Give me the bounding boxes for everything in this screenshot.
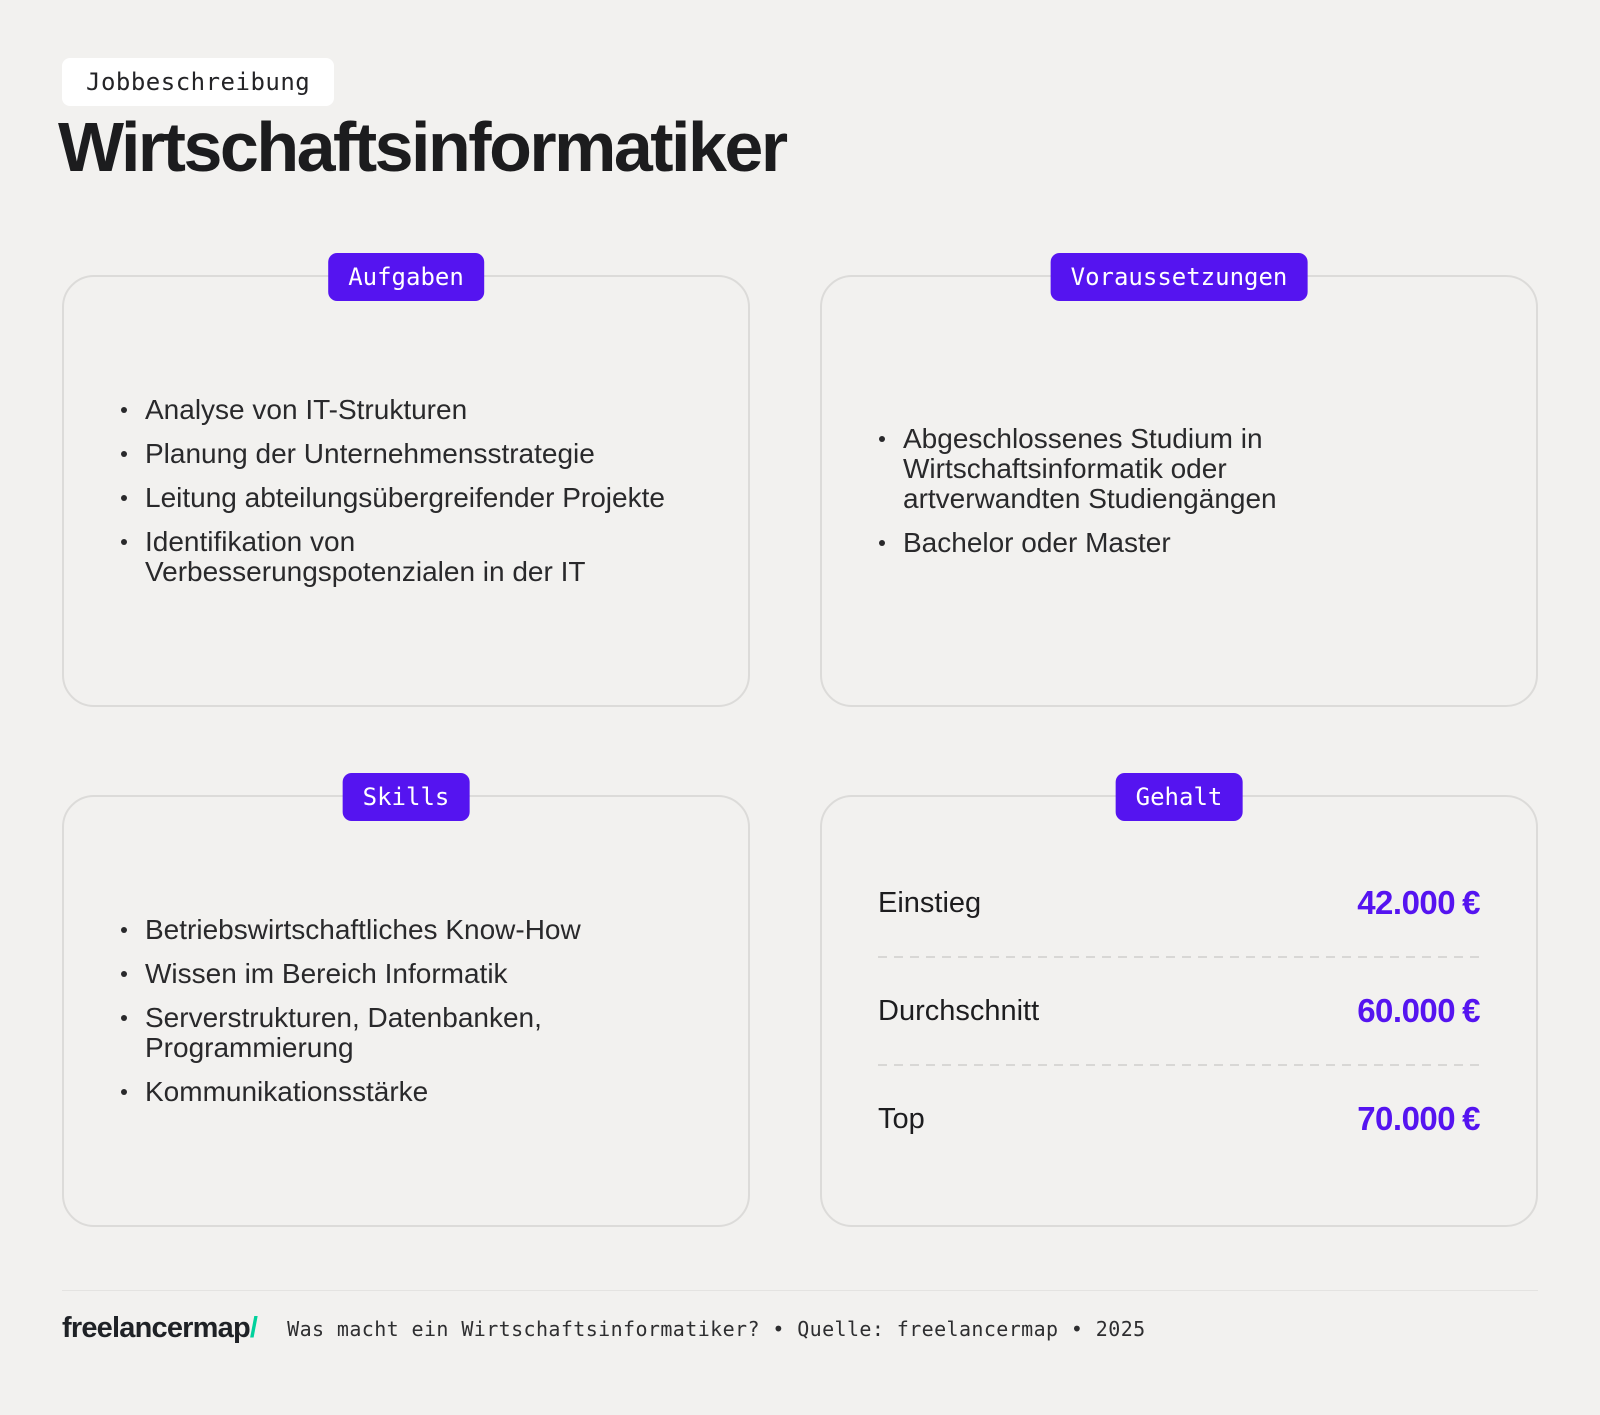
salary-table (878, 797, 1480, 1225)
logo-wordmark: freelancermap (62, 1312, 250, 1344)
card-voraussetzungen-list (878, 424, 1338, 558)
card-voraussetzungen (820, 263, 1538, 707)
euro-sign: € (1462, 884, 1480, 921)
card-gehalt (820, 783, 1538, 1227)
salary-amount: 60.000 (1357, 992, 1456, 1029)
salary-amount: 42.000 (1357, 884, 1456, 921)
footer-divider (62, 1290, 1538, 1291)
euro-sign: € (1462, 1100, 1480, 1137)
card-voraussetzungen-badge: Voraussetzungen (1051, 253, 1308, 301)
card-aufgaben (62, 263, 750, 707)
list-item: Leitung abteilungsübergreifender Projekte (120, 483, 665, 513)
card-skills-badge: Skills (343, 773, 470, 821)
salary-row-top (878, 1083, 1480, 1155)
dashed-divider (878, 1064, 1480, 1066)
salary-label: Einstieg (878, 886, 982, 919)
list-item: Planung der Unternehmensstrategie (120, 439, 665, 469)
salary-row-durchschnitt (878, 975, 1480, 1047)
list-item: Kommunikationsstärke (120, 1077, 665, 1107)
footer (62, 1314, 1538, 1343)
list-item: Betriebswirtschaftliches Know-How (120, 915, 665, 945)
footer-caption: Was macht ein Wirtschaftsinformatiker? • Quelle: freelancermap • 2025 (287, 1316, 1146, 1341)
list-item: Bachelor oder Master (878, 528, 1338, 558)
salary-amount: 70.000 (1357, 1100, 1456, 1137)
cards-grid (62, 263, 1538, 1227)
page-title: Wirtschaftsinformatiker (58, 108, 786, 186)
card-aufgaben-list (120, 395, 665, 587)
list-item: Identifikation von Verbesserungspotenzialen in der IT (120, 527, 665, 587)
salary-value (1357, 1100, 1480, 1138)
list-item: Abgeschlossenes Studium in Wirtschaftsinformatik oder artverwandten Studiengängen (878, 424, 1338, 514)
salary-label: Durchschnitt (878, 994, 1040, 1027)
kicker-badge: Jobbeschreibung (62, 58, 334, 106)
salary-value (1357, 884, 1480, 922)
list-item: Wissen im Bereich Informatik (120, 959, 665, 989)
euro-sign: € (1462, 992, 1480, 1029)
list-item: Analyse von IT-Strukturen (120, 395, 665, 425)
logo-slash: / (249, 1312, 258, 1344)
dashed-divider (878, 956, 1480, 958)
list-item: Serverstrukturen, Datenbanken, Programmierung (120, 1003, 665, 1063)
freelancermap-logo (62, 1314, 257, 1343)
card-aufgaben-badge: Aufgaben (328, 253, 484, 301)
card-skills-list (120, 915, 665, 1107)
salary-value (1357, 992, 1480, 1030)
salary-label: Top (878, 1102, 925, 1135)
card-skills (62, 783, 750, 1227)
card-gehalt-badge: Gehalt (1116, 773, 1243, 821)
salary-row-einstieg (878, 867, 1480, 939)
